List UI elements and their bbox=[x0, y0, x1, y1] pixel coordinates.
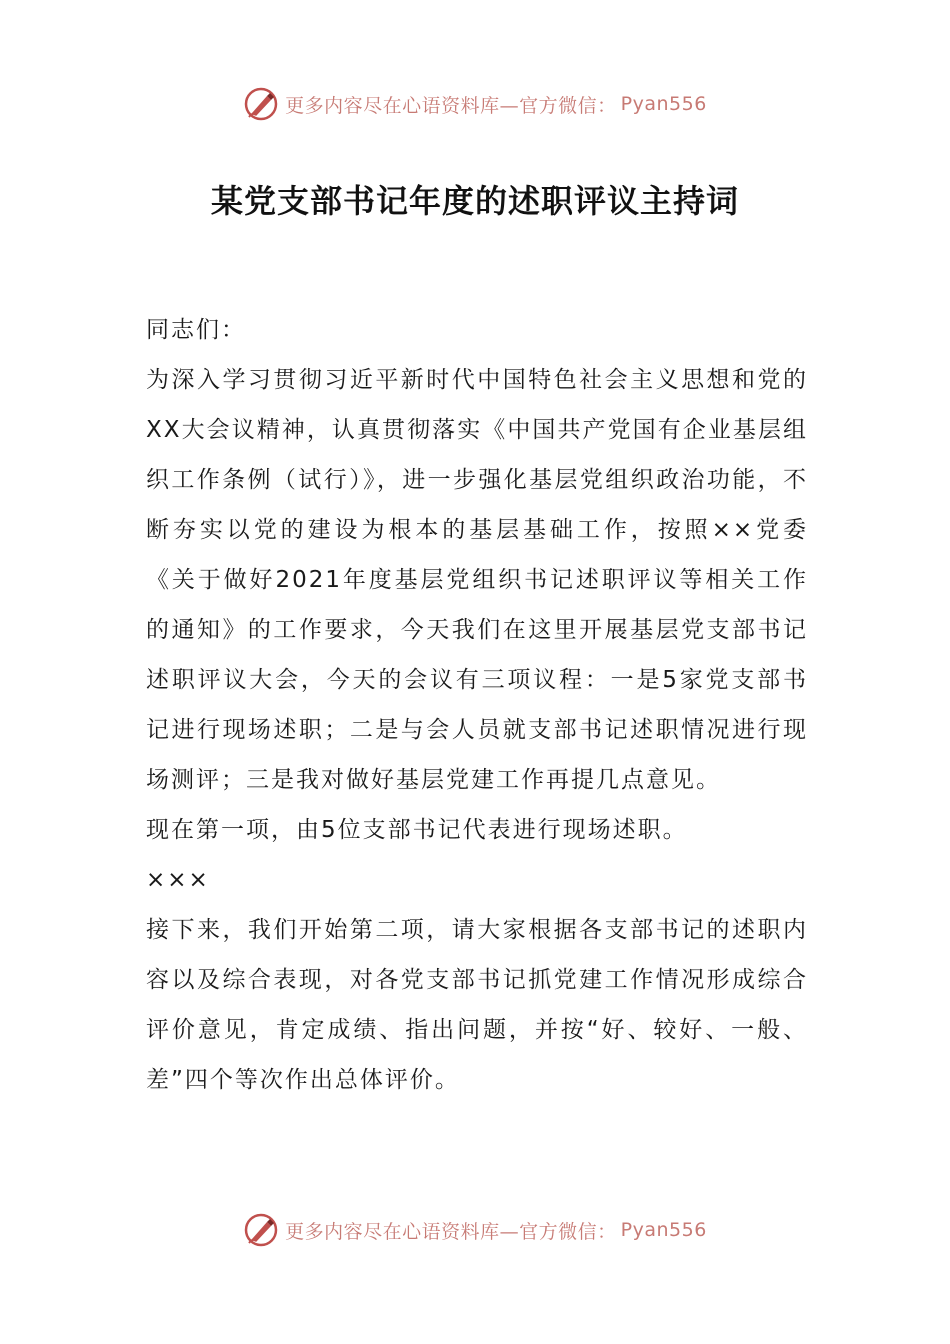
watermark-text: 更多内容尽在心语资料库—官方微信： bbox=[285, 1220, 617, 1243]
pen-logo-icon bbox=[243, 86, 279, 122]
watermark-wechat-id: Pyan556 bbox=[620, 93, 707, 115]
paragraph-item-two: 接下来，我们开始第二项，请大家根据各支部书记的述职内容以及综合表现，对各党支部书记抓党建工作情况形成综合评价意见，肯定成绩、指出问题，并按“好、较好、一般、差”四个等次作出总体评价。 bbox=[146, 917, 808, 1093]
document-body bbox=[146, 305, 808, 1105]
header-watermark bbox=[0, 84, 950, 124]
paragraph-placeholder: ××× bbox=[146, 867, 210, 893]
pen-logo-icon bbox=[243, 1212, 279, 1248]
paragraph-intro: 为深入学习贯彻习近平新时代中国特色社会主义思想和党的XX大会议精神，认真贯彻落实《中国共产党国有企业基层组织工作条例（试行）》，进一步强化基层党组织政治功能，不断夯实以党的建设为根本的基层基础工作，按照××党委《关于做好2021年度基层党组织书记述职评议等相关工作的通知》的工作要求，今天我们在这里开展基层党支部书记述职评议大会，今天的会议有三项议程：一是5家党支部书记进行现场述职；二是与会人员就支部书记述职情况进行现场测评；三是我对做好基层党建工作再提几点意见。 bbox=[146, 367, 808, 793]
watermark-text: 更多内容尽在心语资料库—官方微信： bbox=[285, 94, 617, 117]
footer-watermark bbox=[0, 1210, 950, 1250]
watermark-wechat-id: Pyan556 bbox=[620, 1219, 707, 1241]
paragraph-item-one: 现在第一项，由5位支部书记代表进行现场述职。 bbox=[146, 817, 688, 843]
document-title: 某党支部书记年度的述职评议主持词 bbox=[210, 182, 739, 220]
paragraph-salutation: 同志们： bbox=[146, 317, 246, 343]
